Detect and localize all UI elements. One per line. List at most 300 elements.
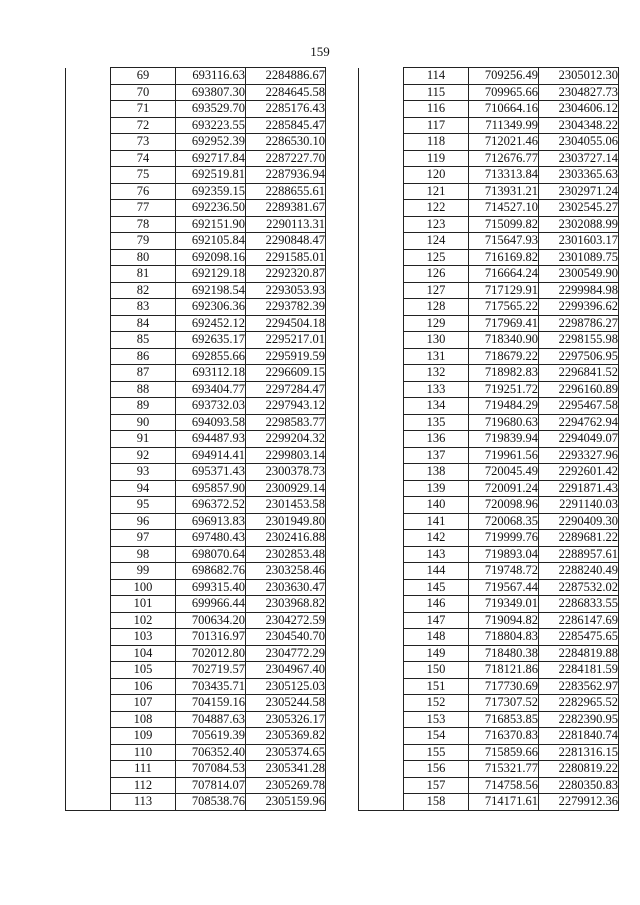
y-coordinate-cell: 2303968.82 [246, 596, 326, 613]
y-coordinate-cell: 2303630.47 [246, 579, 326, 596]
blank-cell [359, 645, 404, 662]
point-number-cell: 82 [111, 282, 176, 299]
point-number-cell: 143 [404, 546, 469, 563]
blank-cell [66, 447, 111, 464]
x-coordinate-cell: 719999.76 [469, 530, 539, 547]
x-coordinate-cell: 718340.90 [469, 332, 539, 349]
y-coordinate-cell: 2304540.70 [246, 629, 326, 646]
y-coordinate-cell: 2282965.52 [539, 695, 619, 712]
x-coordinate-cell: 696913.83 [176, 513, 246, 530]
y-coordinate-cell: 2296841.52 [539, 365, 619, 382]
blank-cell [66, 596, 111, 613]
y-coordinate-cell: 2289381.67 [246, 200, 326, 217]
point-number-cell: 121 [404, 183, 469, 200]
point-number-cell: 122 [404, 200, 469, 217]
point-number-cell: 142 [404, 530, 469, 547]
y-coordinate-cell: 2283562.97 [539, 678, 619, 695]
y-coordinate-cell: 2303727.14 [539, 150, 619, 167]
y-coordinate-cell: 2285475.65 [539, 629, 619, 646]
table-row [66, 150, 326, 167]
y-coordinate-cell: 2305374.65 [246, 744, 326, 761]
x-coordinate-cell: 692236.50 [176, 200, 246, 217]
y-coordinate-cell: 2289681.22 [539, 530, 619, 547]
y-coordinate-cell: 2287936.94 [246, 167, 326, 184]
point-number-cell: 145 [404, 579, 469, 596]
blank-cell [359, 150, 404, 167]
table-row [359, 695, 619, 712]
point-number-cell: 89 [111, 398, 176, 415]
point-number-cell: 136 [404, 431, 469, 448]
table-row [359, 497, 619, 514]
blank-cell [359, 101, 404, 118]
table-row [359, 200, 619, 217]
point-number-cell: 158 [404, 794, 469, 811]
blank-cell [66, 365, 111, 382]
point-number-cell: 135 [404, 414, 469, 431]
point-number-cell: 125 [404, 249, 469, 266]
y-coordinate-cell: 2284819.88 [539, 645, 619, 662]
blank-cell [359, 728, 404, 745]
point-number-cell: 128 [404, 299, 469, 316]
blank-cell [66, 629, 111, 646]
blank-cell [359, 678, 404, 695]
blank-cell [359, 579, 404, 596]
blank-cell [359, 216, 404, 233]
point-number-cell: 93 [111, 464, 176, 481]
table-row [66, 398, 326, 415]
point-number-cell: 88 [111, 381, 176, 398]
blank-cell [359, 381, 404, 398]
table-row [359, 348, 619, 365]
x-coordinate-cell: 719680.63 [469, 414, 539, 431]
table-row [359, 530, 619, 547]
y-coordinate-cell: 2304348.22 [539, 117, 619, 134]
x-coordinate-cell: 712676.77 [469, 150, 539, 167]
point-number-cell: 119 [404, 150, 469, 167]
table-row [359, 68, 619, 85]
table-row [66, 596, 326, 613]
blank-cell [359, 794, 404, 811]
y-coordinate-cell: 2305125.03 [246, 678, 326, 695]
x-coordinate-cell: 718121.86 [469, 662, 539, 679]
point-number-cell: 77 [111, 200, 176, 217]
table-row [66, 431, 326, 448]
blank-cell [66, 777, 111, 794]
blank-cell [66, 216, 111, 233]
blank-cell [66, 711, 111, 728]
y-coordinate-cell: 2290848.47 [246, 233, 326, 250]
table-row [359, 150, 619, 167]
point-number-cell: 156 [404, 761, 469, 778]
table-row [359, 777, 619, 794]
point-number-cell: 154 [404, 728, 469, 745]
x-coordinate-cell: 692129.18 [176, 266, 246, 283]
x-coordinate-cell: 715099.82 [469, 216, 539, 233]
blank-cell [66, 546, 111, 563]
x-coordinate-cell: 693732.03 [176, 398, 246, 415]
table-row [66, 728, 326, 745]
blank-cell [66, 563, 111, 580]
y-coordinate-cell: 2284886.67 [246, 68, 326, 85]
table-row [359, 183, 619, 200]
y-coordinate-cell: 2298786.27 [539, 315, 619, 332]
y-coordinate-cell: 2280350.83 [539, 777, 619, 794]
y-coordinate-cell: 2303365.63 [539, 167, 619, 184]
point-number-cell: 110 [111, 744, 176, 761]
table-row [66, 612, 326, 629]
blank-cell [359, 68, 404, 85]
x-coordinate-cell: 699315.40 [176, 579, 246, 596]
x-coordinate-cell: 716370.83 [469, 728, 539, 745]
y-coordinate-cell: 2298155.98 [539, 332, 619, 349]
table-row [359, 579, 619, 596]
y-coordinate-cell: 2299396.62 [539, 299, 619, 316]
x-coordinate-cell: 692306.36 [176, 299, 246, 316]
point-number-cell: 102 [111, 612, 176, 629]
table-row [359, 563, 619, 580]
table-row [359, 662, 619, 679]
table-row [66, 447, 326, 464]
blank-cell [66, 744, 111, 761]
x-coordinate-cell: 719893.04 [469, 546, 539, 563]
point-number-cell: 137 [404, 447, 469, 464]
table-row [66, 183, 326, 200]
blank-cell [66, 84, 111, 101]
x-coordinate-cell: 712021.46 [469, 134, 539, 151]
y-coordinate-cell: 2304272.59 [246, 612, 326, 629]
x-coordinate-cell: 692151.90 [176, 216, 246, 233]
table-row [66, 299, 326, 316]
point-number-cell: 87 [111, 365, 176, 382]
blank-cell [359, 134, 404, 151]
table-row [359, 299, 619, 316]
y-coordinate-cell: 2295467.58 [539, 398, 619, 415]
table-row [66, 464, 326, 481]
blank-cell [66, 332, 111, 349]
blank-cell [66, 530, 111, 547]
point-number-cell: 103 [111, 629, 176, 646]
x-coordinate-cell: 715321.77 [469, 761, 539, 778]
y-coordinate-cell: 2295919.59 [246, 348, 326, 365]
x-coordinate-cell: 713313.84 [469, 167, 539, 184]
blank-cell [359, 233, 404, 250]
point-number-cell: 138 [404, 464, 469, 481]
y-coordinate-cell: 2291871.43 [539, 480, 619, 497]
table-row [359, 266, 619, 283]
y-coordinate-cell: 2288240.49 [539, 563, 619, 580]
point-number-cell: 150 [404, 662, 469, 679]
y-coordinate-cell: 2293327.96 [539, 447, 619, 464]
table-row [66, 629, 326, 646]
y-coordinate-cell: 2294762.94 [539, 414, 619, 431]
table-row [359, 249, 619, 266]
x-coordinate-cell: 711349.99 [469, 117, 539, 134]
table-row [359, 645, 619, 662]
x-coordinate-cell: 706352.40 [176, 744, 246, 761]
page-number: 159 [310, 44, 330, 59]
blank-cell [66, 68, 111, 85]
blank-cell [359, 447, 404, 464]
table-row [359, 315, 619, 332]
blank-cell [66, 233, 111, 250]
point-number-cell: 73 [111, 134, 176, 151]
table-row [359, 711, 619, 728]
y-coordinate-cell: 2302088.99 [539, 216, 619, 233]
y-coordinate-cell: 2293782.39 [246, 299, 326, 316]
x-coordinate-cell: 720045.49 [469, 464, 539, 481]
blank-cell [359, 431, 404, 448]
point-number-cell: 118 [404, 134, 469, 151]
blank-cell [359, 348, 404, 365]
point-number-cell: 132 [404, 365, 469, 382]
blank-cell [66, 662, 111, 679]
point-number-cell: 76 [111, 183, 176, 200]
blank-cell [359, 464, 404, 481]
y-coordinate-cell: 2305341.28 [246, 761, 326, 778]
x-coordinate-cell: 704159.16 [176, 695, 246, 712]
blank-cell [66, 315, 111, 332]
point-number-cell: 106 [111, 678, 176, 695]
x-coordinate-cell: 694487.93 [176, 431, 246, 448]
y-coordinate-cell: 2305269.78 [246, 777, 326, 794]
point-number-cell: 151 [404, 678, 469, 695]
point-number-cell: 78 [111, 216, 176, 233]
point-number-cell: 71 [111, 101, 176, 118]
point-number-cell: 98 [111, 546, 176, 563]
x-coordinate-cell: 707084.53 [176, 761, 246, 778]
table-row [66, 117, 326, 134]
blank-cell [359, 612, 404, 629]
x-coordinate-cell: 714171.61 [469, 794, 539, 811]
point-number-cell: 104 [111, 645, 176, 662]
y-coordinate-cell: 2291585.01 [246, 249, 326, 266]
table-row [66, 579, 326, 596]
point-number-cell: 146 [404, 596, 469, 613]
y-coordinate-cell: 2302853.48 [246, 546, 326, 563]
table-row [66, 414, 326, 431]
table-row [66, 348, 326, 365]
y-coordinate-cell: 2304827.73 [539, 84, 619, 101]
table-row [66, 233, 326, 250]
blank-cell [66, 381, 111, 398]
table-row [66, 497, 326, 514]
x-coordinate-cell: 694093.58 [176, 414, 246, 431]
point-number-cell: 117 [404, 117, 469, 134]
y-coordinate-cell: 2303258.46 [246, 563, 326, 580]
x-coordinate-cell: 717129.91 [469, 282, 539, 299]
point-number-cell: 129 [404, 315, 469, 332]
point-number-cell: 94 [111, 480, 176, 497]
x-coordinate-cell: 719094.82 [469, 612, 539, 629]
y-coordinate-cell: 2284181.59 [539, 662, 619, 679]
table-row [66, 134, 326, 151]
x-coordinate-cell: 692105.84 [176, 233, 246, 250]
blank-cell [359, 744, 404, 761]
x-coordinate-cell: 692098.16 [176, 249, 246, 266]
table-row [66, 744, 326, 761]
x-coordinate-cell: 693223.55 [176, 117, 246, 134]
blank-cell [359, 629, 404, 646]
x-coordinate-cell: 720068.35 [469, 513, 539, 530]
table-row [359, 332, 619, 349]
blank-cell [66, 117, 111, 134]
table-row [359, 596, 619, 613]
table-row [359, 398, 619, 415]
x-coordinate-cell: 703435.71 [176, 678, 246, 695]
x-coordinate-cell: 695371.43 [176, 464, 246, 481]
x-coordinate-cell: 702012.80 [176, 645, 246, 662]
point-number-cell: 111 [111, 761, 176, 778]
x-coordinate-cell: 700634.20 [176, 612, 246, 629]
y-coordinate-cell: 2287227.70 [246, 150, 326, 167]
table-row [359, 794, 619, 811]
x-coordinate-cell: 714527.10 [469, 200, 539, 217]
y-coordinate-cell: 2284645.58 [246, 84, 326, 101]
blank-cell [66, 101, 111, 118]
table-row [66, 266, 326, 283]
y-coordinate-cell: 2292320.87 [246, 266, 326, 283]
y-coordinate-cell: 2286147.69 [539, 612, 619, 629]
point-number-cell: 99 [111, 563, 176, 580]
y-coordinate-cell: 2292601.42 [539, 464, 619, 481]
point-number-cell: 152 [404, 695, 469, 712]
table-row [359, 216, 619, 233]
point-number-cell: 153 [404, 711, 469, 728]
table-row [359, 101, 619, 118]
x-coordinate-cell: 692855.66 [176, 348, 246, 365]
point-number-cell: 126 [404, 266, 469, 283]
blank-cell [359, 777, 404, 794]
x-coordinate-cell: 693112.18 [176, 365, 246, 382]
blank-cell [359, 183, 404, 200]
x-coordinate-cell: 696372.52 [176, 497, 246, 514]
point-number-cell: 96 [111, 513, 176, 530]
x-coordinate-cell: 697480.43 [176, 530, 246, 547]
point-number-cell: 147 [404, 612, 469, 629]
y-coordinate-cell: 2291140.03 [539, 497, 619, 514]
y-coordinate-cell: 2290409.30 [539, 513, 619, 530]
table-row [66, 645, 326, 662]
table-row [359, 629, 619, 646]
table-row [359, 84, 619, 101]
x-coordinate-cell: 719567.44 [469, 579, 539, 596]
x-coordinate-cell: 708538.76 [176, 794, 246, 811]
blank-cell [66, 282, 111, 299]
point-number-cell: 107 [111, 695, 176, 712]
y-coordinate-cell: 2285845.47 [246, 117, 326, 134]
blank-cell [359, 497, 404, 514]
y-coordinate-cell: 2305369.82 [246, 728, 326, 745]
point-number-cell: 84 [111, 315, 176, 332]
point-number-cell: 157 [404, 777, 469, 794]
blank-cell [359, 84, 404, 101]
x-coordinate-cell: 705619.39 [176, 728, 246, 745]
x-coordinate-cell: 719349.01 [469, 596, 539, 613]
y-coordinate-cell: 2296160.89 [539, 381, 619, 398]
x-coordinate-cell: 692452.12 [176, 315, 246, 332]
point-number-cell: 133 [404, 381, 469, 398]
x-coordinate-cell: 692635.17 [176, 332, 246, 349]
blank-cell [66, 134, 111, 151]
point-number-cell: 69 [111, 68, 176, 85]
table-row [66, 662, 326, 679]
point-number-cell: 140 [404, 497, 469, 514]
blank-cell [66, 612, 111, 629]
point-number-cell: 127 [404, 282, 469, 299]
x-coordinate-cell: 718679.22 [469, 348, 539, 365]
x-coordinate-cell: 699966.44 [176, 596, 246, 613]
blank-cell [359, 398, 404, 415]
point-number-cell: 72 [111, 117, 176, 134]
blank-cell [359, 414, 404, 431]
blank-cell [359, 365, 404, 382]
y-coordinate-cell: 2297943.12 [246, 398, 326, 415]
y-coordinate-cell: 2294504.18 [246, 315, 326, 332]
blank-cell [66, 645, 111, 662]
y-coordinate-cell: 2300549.90 [539, 266, 619, 283]
table-row [66, 546, 326, 563]
point-number-cell: 114 [404, 68, 469, 85]
blank-cell [359, 662, 404, 679]
blank-cell [359, 761, 404, 778]
y-coordinate-cell: 2300378.73 [246, 464, 326, 481]
x-coordinate-cell: 714758.56 [469, 777, 539, 794]
point-number-cell: 95 [111, 497, 176, 514]
x-coordinate-cell: 719251.72 [469, 381, 539, 398]
blank-cell [66, 183, 111, 200]
x-coordinate-cell: 717730.69 [469, 678, 539, 695]
blank-cell [359, 530, 404, 547]
table-row [66, 249, 326, 266]
y-coordinate-cell: 2279912.36 [539, 794, 619, 811]
table-row [66, 365, 326, 382]
blank-cell [66, 299, 111, 316]
x-coordinate-cell: 698070.64 [176, 546, 246, 563]
blank-cell [66, 695, 111, 712]
x-coordinate-cell: 717307.52 [469, 695, 539, 712]
blank-cell [66, 431, 111, 448]
y-coordinate-cell: 2302545.27 [539, 200, 619, 217]
x-coordinate-cell: 719839.94 [469, 431, 539, 448]
coordinates-table-right [358, 67, 619, 811]
y-coordinate-cell: 2302416.88 [246, 530, 326, 547]
point-number-cell: 105 [111, 662, 176, 679]
y-coordinate-cell: 2281316.15 [539, 744, 619, 761]
point-number-cell: 141 [404, 513, 469, 530]
table-row [66, 711, 326, 728]
point-number-cell: 148 [404, 629, 469, 646]
table-row [66, 695, 326, 712]
point-number-cell: 108 [111, 711, 176, 728]
point-number-cell: 113 [111, 794, 176, 811]
y-coordinate-cell: 2286833.55 [539, 596, 619, 613]
table-row [359, 678, 619, 695]
blank-cell [359, 711, 404, 728]
y-coordinate-cell: 2297506.95 [539, 348, 619, 365]
table-row [359, 167, 619, 184]
y-coordinate-cell: 2288655.61 [246, 183, 326, 200]
blank-cell [359, 315, 404, 332]
blank-cell [66, 678, 111, 695]
point-number-cell: 101 [111, 596, 176, 613]
x-coordinate-cell: 692717.84 [176, 150, 246, 167]
table-row [359, 117, 619, 134]
y-coordinate-cell: 2281840.74 [539, 728, 619, 745]
y-coordinate-cell: 2304772.29 [246, 645, 326, 662]
x-coordinate-cell: 718480.38 [469, 645, 539, 662]
x-coordinate-cell: 713931.21 [469, 183, 539, 200]
blank-cell [359, 266, 404, 283]
